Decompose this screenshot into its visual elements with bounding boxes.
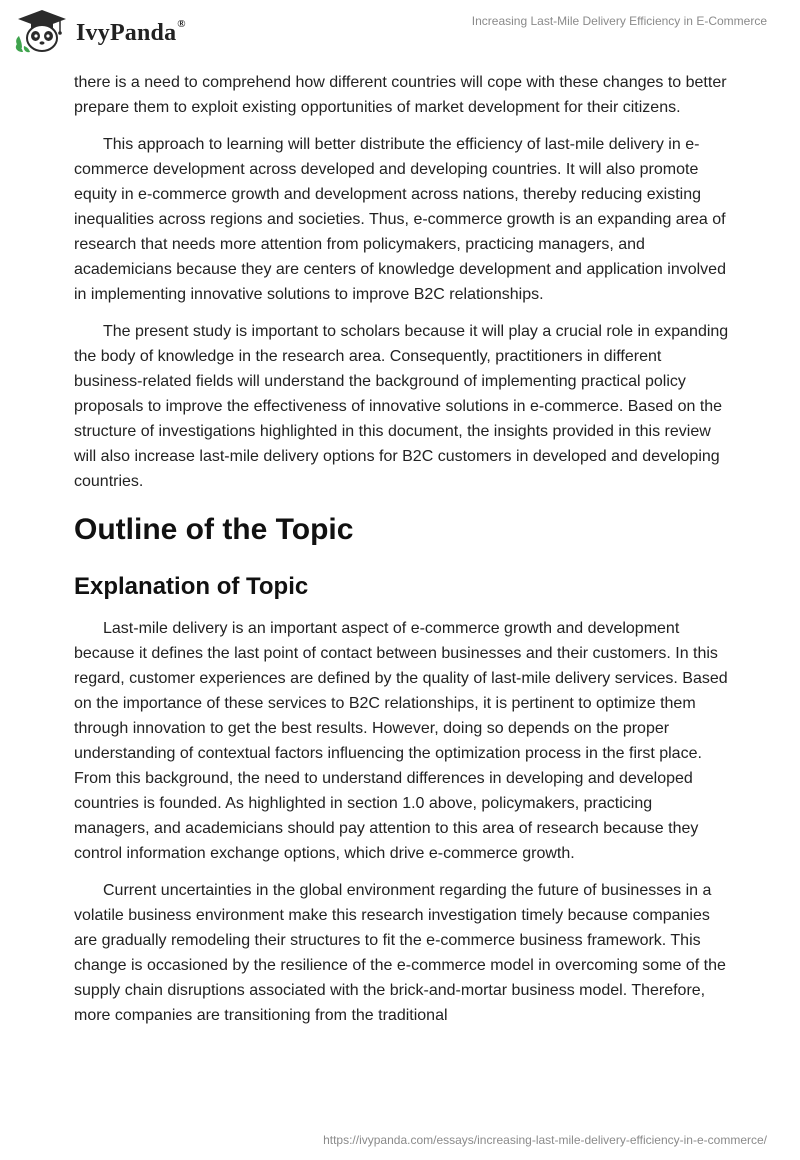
logo[interactable] [14, 8, 186, 54]
subsection-heading: Explanation of Topic [74, 573, 309, 600]
essay-content [74, 70, 730, 1040]
page-header [0, 0, 800, 70]
paragraph: Last-mile delivery is an important aspect of e-commerce growth and development because it defines the last point of contact between businesses and their customers. In this regard, customer experiences are defined by the quality of last-mile delivery services. Based on the importance of these services to B2C relationships, it is pertinent to optimize them through innovation to get the best results. However, doing so depends on the proper understanding of contextual factors influencing the optimization process in the first place. From this background, the need to understand differences in developing and developed countries is founded. As highlighted in section 1.0 above, policymakers, practicing managers, and academicians should pay attention to this area of research because they control information exchange options, which drive e-commerce growth. [74, 620, 728, 862]
section-heading: Outline of the Topic [74, 513, 354, 546]
paragraph: there is a need to comprehend how different countries will cope with these changes to better prepare them to exploit existing opportunities of market development for their citizens. [74, 74, 727, 116]
paragraph: This approach to learning will better distribute the efficiency of last-mile delivery in e-commerce development across developed and developing countries. It will also promote equity in e-commerce growth and development across nations, thereby reducing existing inequalities across regions and societies. Thus, e-commerce growth is an expanding area of research that needs more attention from policymakers, practicing managers, and academicians because they are centers of knowledge development and application involved in implementing innovative solutions to improve B2C relationships. [74, 136, 726, 303]
registered-mark: ® [177, 17, 186, 30]
panda-logo-icon [14, 8, 70, 54]
document-title: Increasing Last-Mile Delivery Efficiency in E-Commerce [471, 14, 767, 28]
brand-name: IvyPanda® [76, 17, 186, 46]
paragraph: Current uncertainties in the global environment regarding the future of businesses in a volatile business environment make this research investigation timely because companies are gradually remodeling their structures to fit the e-commerce business framework. This change is occasioned by the resilience of the e-commerce model in overcoming some of the supply chain disruptions associated with the brick-and-mortar business model. Therefore, more companies are transitioning from the traditional [74, 882, 726, 1024]
source-url[interactable]: https://ivypanda.com/essays/increasing-last-mile-delivery-efficiency-in-e-commerce/ [323, 1133, 767, 1147]
paragraph: The present study is important to scholars because it will play a crucial role in expanding the body of knowledge in the research area. Consequently, practitioners in different business-related fields will understand the background of implementing practical policy proposals to improve the effectiveness of innovative solutions in e-commerce. Based on the structure of investigations highlighted in this document, the insights provided in this review will also increase last-mile delivery options for B2C customers in developed and developing countries. [74, 323, 729, 490]
